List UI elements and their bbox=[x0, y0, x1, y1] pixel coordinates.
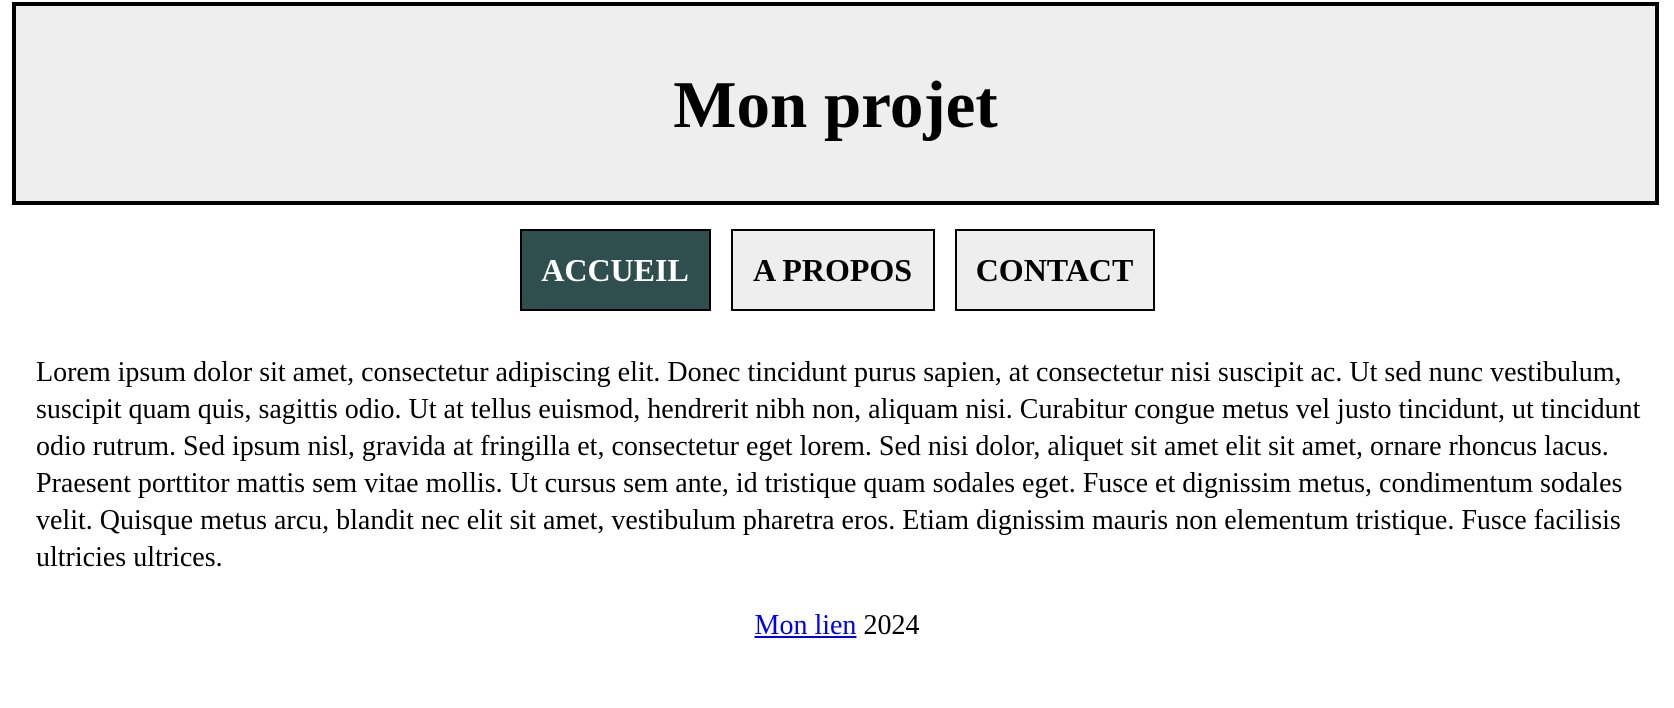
page-header bbox=[12, 2, 1659, 205]
footer-link[interactable]: Mon lien bbox=[754, 610, 857, 641]
footer bbox=[0, 607, 1674, 644]
nav-button-a-propos[interactable]: A PROPOS bbox=[731, 229, 935, 311]
nav-button-accueil[interactable]: ACCUEIL bbox=[520, 229, 711, 311]
page-title: Mon projet bbox=[673, 68, 998, 142]
main-paragraph: Lorem ipsum dolor sit amet, consectetur adipiscing elit. Donec tincidunt purus sapien, at consectetur nisi suscipit ac. Ut sed nunc vestibulum, suscipit quam quis, sagittis odio. Ut at tellus euismod, hendrerit nibh non, aliquam nisi. Curabitur congue metus vel justo tincidunt, ut tincidunt odio rutrum. Sed ipsum nisl, gravida at fringilla et, consectetur eget lorem. Sed nisi dolor, aliquet sit amet elit sit amet, ornare rhoncus lacus. Praesent porttitor mattis sem vitae mollis. Ut cursus sem ante, id tristique quam sodales eget. Fusce et dignissim metus, condimentum sodales velit. Quisque metus arcu, blandit nec elit sit amet, vestibulum pharetra eros. Etiam dignissim mauris non elementum tristique. Fusce facilisis ultricies ultrices. bbox=[36, 357, 1641, 573]
main-nav bbox=[0, 229, 1674, 311]
nav-button-contact[interactable]: CONTACT bbox=[955, 229, 1155, 311]
footer-year: 2024 bbox=[863, 610, 920, 641]
